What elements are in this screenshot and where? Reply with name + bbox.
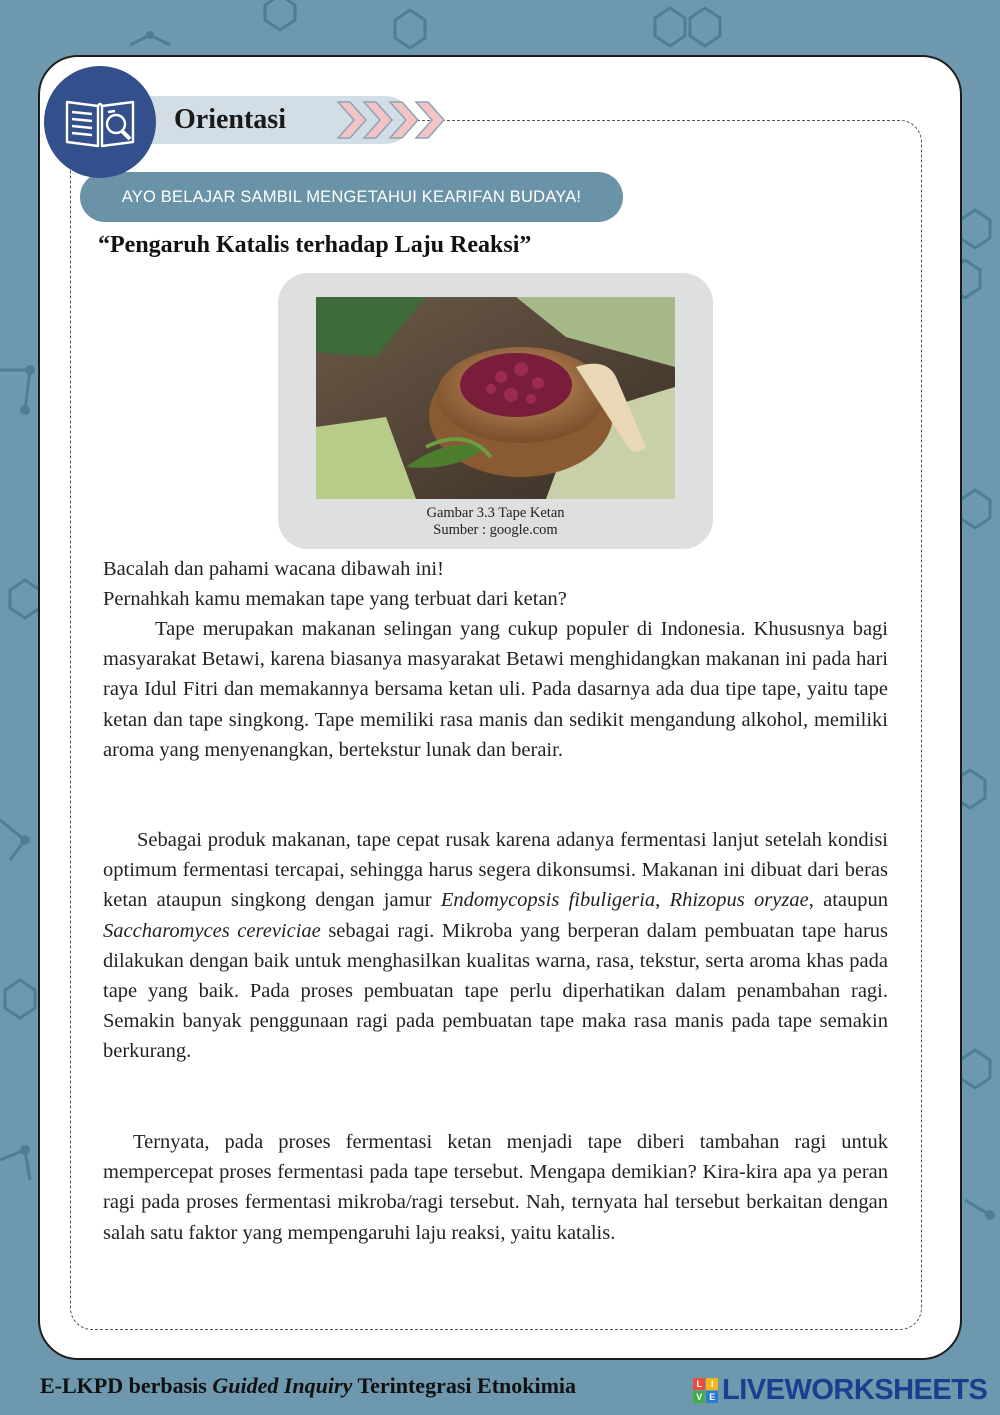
logo-letter-l: L xyxy=(693,1378,705,1390)
tape-ketan-photo xyxy=(316,297,675,499)
footer-suffix: Terintegrasi Etnokimia xyxy=(357,1373,577,1398)
paragraph-3 xyxy=(103,1127,888,1248)
footer-prefix: E-LKPD berbasis xyxy=(40,1373,207,1398)
paragraph-1-text: Tape merupakan makanan selingan yang cukup populer di Indonesia. Khususnya bagi masyarakat Betawi, karena biasanya masyarakat Betawi menghidangkan makanan ini pada hari raya Idul Fitri dan memakannya bersama ketan uli. Pada dasarnya ada dua tipe tape, yaitu tape ketan dan tape singkong. Tape memiliki rasa manis dan sedikit mengandung alkohol, memiliki aroma yang menyenangkan, bertekstur lunak dan berair. xyxy=(103,618,888,761)
paragraph-1 xyxy=(103,614,888,765)
footer-title xyxy=(40,1373,576,1399)
intro-text xyxy=(103,554,888,614)
section-title: Orientasi xyxy=(174,104,286,135)
species-separator-1: , xyxy=(655,889,661,912)
caption-source: Sumber : google.com xyxy=(433,522,558,538)
species-name-2: Rhizopus oryzae xyxy=(669,889,809,912)
figure-caption xyxy=(278,505,713,539)
footer-italic: Guided Inquiry xyxy=(212,1373,353,1398)
page-heading: “Pengaruh Katalis terhadap Laju Reaksi” xyxy=(98,232,532,258)
caption-title: Gambar 3.3 Tape Ketan xyxy=(426,505,565,521)
chevron-decoration xyxy=(336,98,456,142)
logo-letter-i: I xyxy=(706,1378,718,1390)
species-separator-2: , ataupun xyxy=(808,889,889,912)
liveworksheets-brand[interactable] xyxy=(693,1372,987,1408)
species-name-3: Saccharomyces cereviciae xyxy=(103,919,321,942)
species-name-1: Endomycopsis fibuligeria xyxy=(440,889,656,912)
intro-line-1: Bacalah dan pahami wacana dibawah ini! xyxy=(103,558,444,580)
logo-letter-v: V xyxy=(693,1391,705,1403)
liveworksheets-logo-icon xyxy=(693,1378,718,1403)
intro-line-2: Pernahkah kamu memakan tape yang terbuat dari ketan? xyxy=(103,588,567,611)
paragraph-2 xyxy=(103,825,888,1067)
paragraph-3-text: Ternyata, pada proses fermentasi ketan menjadi tape diberi tambahan ragi untuk mempercepat proses fermentasi pada tape tersebut. Mengapa demikian? Kira-kira apa ya peran ragi pada proses fermentasi mikroba/ragi tersebut. Nah, ternyata hal tersebut berkaitan dengan salah satu faktor yang mempengaruhi laju reaksi, yaitu katalis. xyxy=(103,1131,888,1244)
brand-name: LIVEWORKSHEETS xyxy=(722,1373,988,1406)
book-magnifier-icon xyxy=(44,66,156,178)
logo-letter-e: E xyxy=(706,1391,718,1403)
paragraph-2-text-b: sebagai ragi. Mikroba yang berperan dalam pembuatan tape harus dilakukan dengan baik untuk menghasilkan kualitas warna, rasa, tekstur, serta aroma khas pada tape yang baik. Pada proses pembuatan tape perlu diperhatikan dalam penambahan ragi. Semakin banyak penggunaan ragi pada pembuatan tape maka rasa manis pada tape semakin berkurang. xyxy=(103,919,889,1063)
paragraph-2-text-a: Sebagai produk makanan, tape cepat rusak karena adanya fermentasi lanjut setelah kondisi optimum fermentasi tercapai, sehingga harus segera dikonsumsi. Makanan ini dibuat dari beras ketan ataupun singkong dengan jamur xyxy=(103,829,888,912)
subtitle-banner: AYO BELAJAR SAMBIL MENGETAHUI KEARIFAN BUDAYA! xyxy=(80,172,623,222)
